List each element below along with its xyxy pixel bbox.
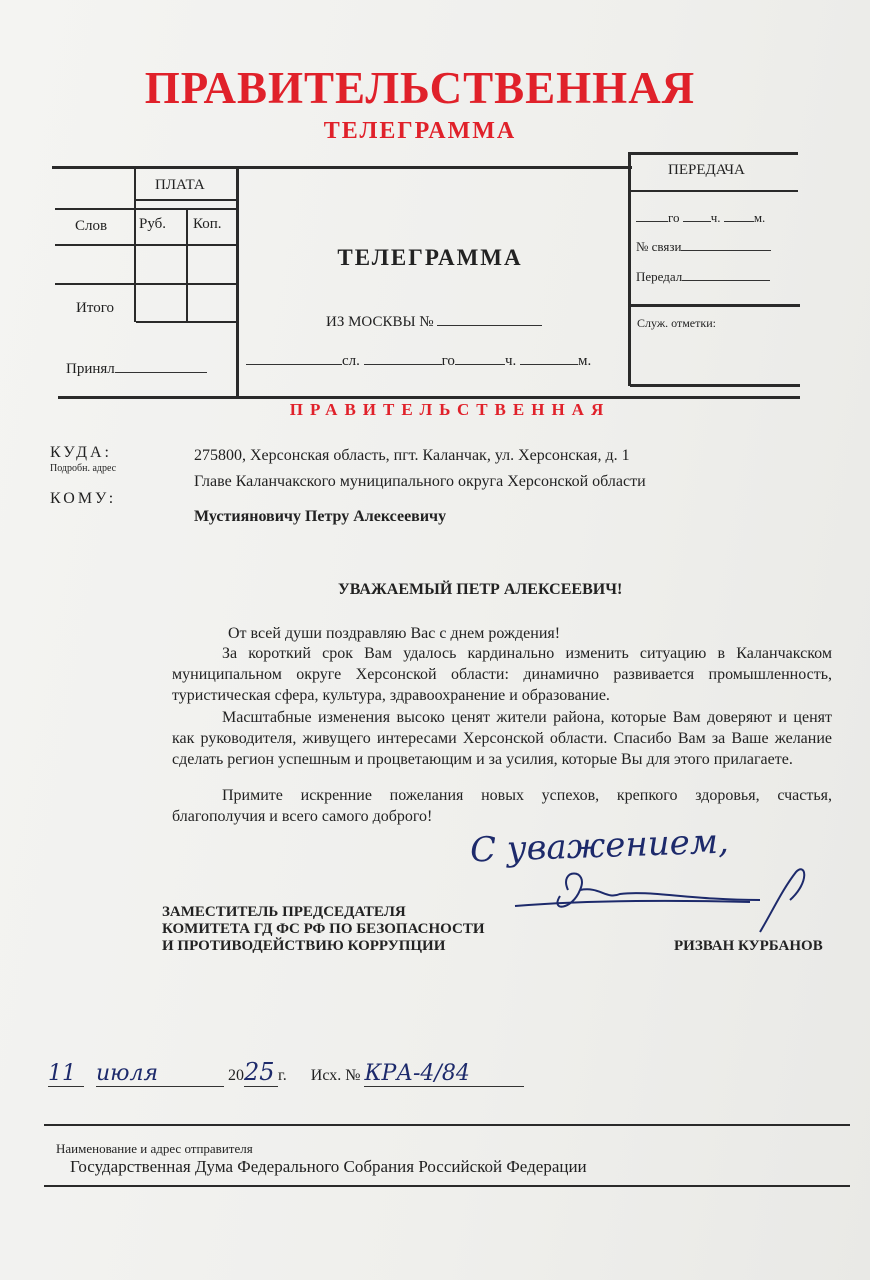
document-subtitle: ТЕЛЕГРАММА (323, 118, 517, 144)
date-day: 11 (48, 1061, 76, 1086)
plata-label: ПЛАТА (155, 177, 205, 193)
slov-label: Слов (75, 218, 108, 234)
peredacha-label: ПЕРЕДАЧА (668, 162, 745, 178)
sender-label: Наименование и адрес отправителя (56, 1141, 253, 1156)
m-label: м. (577, 353, 592, 369)
handwritten-salutation: С уважением, (469, 821, 730, 871)
from-moscow-label: ИЗ МОСКВЫ № (326, 314, 434, 330)
itogo-label: Итого (76, 300, 114, 316)
position-line-1: ЗАМЕСТИТЕЛЬ ПРЕДСЕДАТЕЛЯ (162, 904, 406, 920)
ch-label-right: ч. (710, 210, 721, 225)
sluzh-label: Служ. отметки: (637, 316, 716, 330)
kuda-value: 275800, Херсонская область, пгт. Каланчак, ул. Херсонская, д. 1 (194, 447, 630, 464)
transmission-line (246, 350, 591, 370)
prinyal-label (66, 358, 207, 378)
form-heading: ТЕЛЕГРАММА (337, 245, 523, 270)
position-line-2: КОМИТЕТА ГД ФС РФ ПО БЕЗОПАСНОСТИ (162, 921, 485, 937)
rub-label: Руб. (139, 216, 167, 232)
document-title: ПРАВИТЕЛЬСТВЕННАЯ (144, 63, 696, 113)
kuda-sublabel: Подробн. адрес (50, 463, 117, 474)
transfer-time-line (636, 207, 765, 226)
go-label-right: го (668, 210, 680, 225)
peredal-field (636, 266, 770, 285)
greeting: УВАЖАЕМЫЙ ПЕТР АЛЕКСЕЕВИЧ! (338, 581, 623, 598)
government-band: ПРАВИТЕЛЬСТВЕННАЯ (289, 400, 611, 419)
go-label: го (441, 353, 455, 369)
sender-value: Государственная Дума Федерального Собрания Российской Федерации (70, 1157, 587, 1176)
year-suffix: 25 (244, 1058, 275, 1086)
komu-label: КОМУ: (50, 490, 117, 507)
kop-label: Коп. (193, 216, 222, 232)
sl-label: сл. (342, 353, 360, 369)
date-month: июля (96, 1061, 159, 1086)
svyazi-label: № связи (636, 239, 682, 254)
sender-bottom-rule (44, 1185, 850, 1187)
from-moscow-field (326, 311, 542, 331)
peredal-label: Передал (636, 269, 683, 284)
paragraph-2: За короткий срок Вам удалось кардинально изменить ситуацию в Каланчакском муниципальном округе Херсонской области: динамично развивается промышленность, туристическая сфера, культура, здравоохранение и образование. (172, 645, 832, 704)
kuda-label: КУДА: (50, 444, 112, 461)
position-line-3: И ПРОТИВОДЕЙСТВИЮ КОРРУПЦИИ (162, 938, 446, 954)
komu-line2: Мустияновичу Петру Алексеевичу (194, 508, 447, 525)
ch-label: ч. (504, 353, 517, 369)
signature-scribble (510, 860, 810, 940)
ref-label: Исх. № (310, 1067, 361, 1084)
svyazi-field (636, 236, 771, 255)
komu-line1: Главе Каланчакского муниципального округа Херсонской области (194, 473, 646, 490)
year-g: г. (278, 1067, 287, 1084)
year-prefix: 20 (228, 1067, 244, 1084)
paragraph-3: Масштабные изменения высоко ценят жители района, которые Вам доверяют и ценят как руководителя, живущего интересами Херсонской области. Спасибо Вам за Ваше желание сделать регион успешным и процветающим и за усилия, которые Вы для этого прилагаете. (172, 709, 832, 768)
ref-value: КРА-4/84 (364, 1061, 470, 1086)
position-block (162, 904, 485, 955)
prinyal-text: Принял (66, 361, 115, 377)
sender-top-rule (44, 1124, 850, 1126)
date-line (48, 1058, 524, 1087)
paragraph-4: Примите искренние пожелания новых успехов, крепкого здоровья, счастья, благополучия и всего самого доброго! (172, 787, 832, 825)
signatory-name: РИЗВАН КУРБАНОВ (674, 938, 823, 954)
m-label-right: м. (753, 210, 766, 225)
paragraph-1: От всей души поздравляю Вас с днем рождения! (228, 625, 561, 642)
